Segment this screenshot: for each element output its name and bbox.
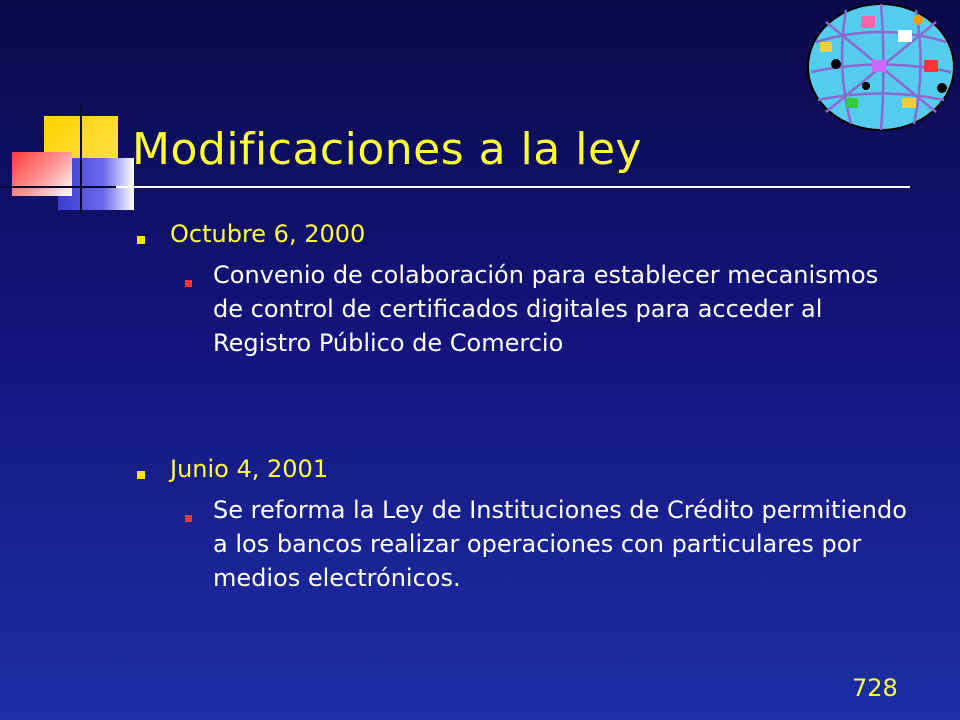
bullet-icon [137, 236, 145, 244]
decorative-vertical-line [80, 104, 82, 214]
item-detail: Se reforma la Ley de Instituciones de Crédito permitiendo a los bancos realizar operaciones con particulares por medios electrónicos. [213, 496, 907, 592]
bullet-icon [137, 471, 145, 479]
red-square [12, 152, 72, 196]
page-number: 728 [852, 674, 898, 702]
item-date: Octubre 6, 2000 [170, 220, 366, 248]
decorative-squares [0, 0, 140, 215]
item-detail: Convenio de colaboración para establecer mecanismos de control de certificados digitales para acceder al Registro Público de Comercio [213, 261, 879, 357]
globe-network-icon [806, 2, 956, 132]
sub-bullet-icon [185, 515, 192, 522]
sub-bullet-icon [185, 280, 192, 287]
title-underline [116, 186, 910, 188]
slide-title: Modificaciones a la ley [132, 124, 643, 175]
item-date: Junio 4, 2001 [170, 455, 329, 483]
